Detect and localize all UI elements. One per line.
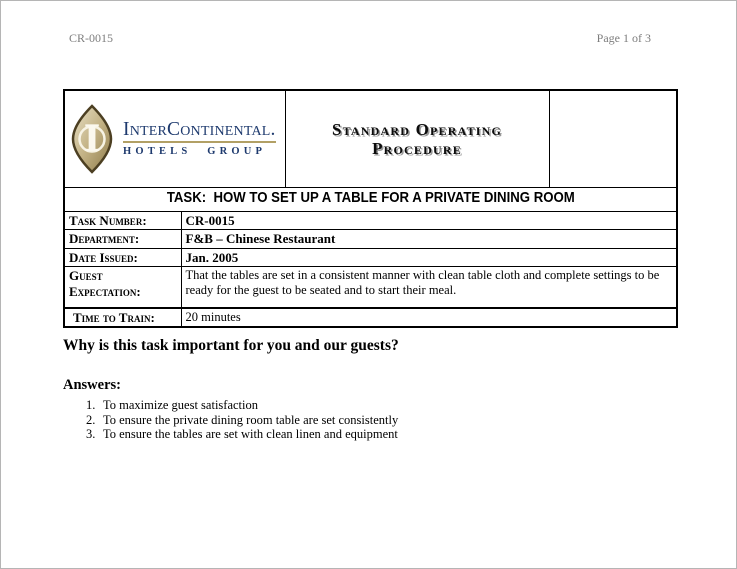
field-row-task-number <box>64 211 677 230</box>
badge-monogram: I <box>83 117 101 160</box>
empty-header-cell <box>549 90 677 187</box>
logo-cell <box>64 90 285 187</box>
answer-item <box>63 427 643 442</box>
sop-header-table <box>63 89 678 328</box>
sop-title-line2: Procedure <box>372 138 462 158</box>
question-section <box>63 337 643 442</box>
answers-heading: Answers: <box>63 377 121 393</box>
field-row-guest-expectation <box>64 267 677 308</box>
field-label: Guest Expectation: <box>64 267 181 308</box>
sop-title-cell <box>285 90 549 187</box>
answer-number: 1. <box>86 398 96 412</box>
field-value: 20 minutes <box>181 308 677 328</box>
ihg-logo <box>69 104 281 174</box>
logo-wordmark <box>123 120 276 157</box>
brand-row <box>64 90 677 187</box>
field-value: Jan. 2005 <box>181 248 677 267</box>
field-value: F&B – Chinese Restaurant <box>181 230 677 249</box>
task-title-cell <box>64 187 677 211</box>
field-label: Date Issued: <box>64 248 181 267</box>
field-label: Task Number: <box>64 211 181 230</box>
answer-item <box>63 413 643 428</box>
page-indicator: Page 1 of 3 <box>596 31 651 45</box>
field-value: CR-0015 <box>181 211 677 230</box>
field-row-time-to-train <box>64 308 677 328</box>
importance-question: Why is this task important for you and our guests? <box>63 337 399 354</box>
brand-subtitle: HOTELS GROUP <box>123 146 267 158</box>
document-number: CR-0015 <box>69 31 114 45</box>
sop-title-line1: Standard Operating <box>331 119 503 139</box>
field-label: Time to Train: <box>64 308 181 328</box>
task-title: TASK: HOW TO SET UP A TABLE FOR A PRIVATE DINING ROOM <box>166 188 575 206</box>
answer-text: To ensure the private dining room table are set consistently <box>103 412 399 427</box>
answer-item <box>63 398 643 413</box>
task-banner-row <box>64 187 677 211</box>
answer-text: To ensure the tables are set with clean linen and equipment <box>103 427 398 441</box>
field-row-date-issued <box>64 248 677 267</box>
page-header <box>69 31 651 46</box>
answer-text: To maximize guest satisfaction <box>103 398 258 412</box>
gold-divider <box>123 141 276 143</box>
field-value: That the tables are set in a consistent manner with clean table cloth and complete settings to be ready for the guest to be seated and to start their meal. <box>181 267 677 308</box>
answer-number: 3. <box>86 427 96 441</box>
brand-name: InterContinental. <box>123 119 276 141</box>
answer-number: 2. <box>86 412 96 427</box>
ihg-badge-icon <box>69 104 115 174</box>
field-row-department <box>64 230 677 249</box>
field-label: Department: <box>64 230 181 249</box>
